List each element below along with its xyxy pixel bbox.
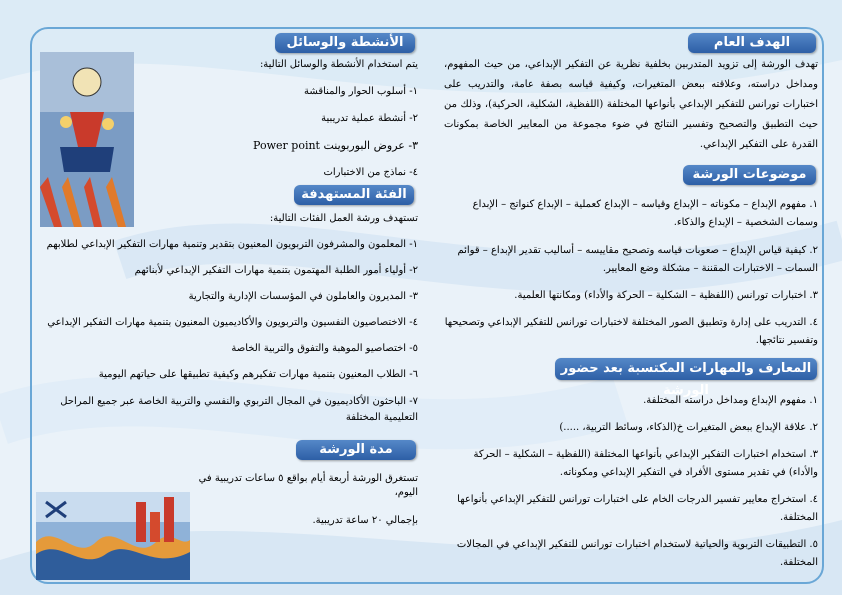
activity-item: ٢- أنشطة عملية تدريبية [321, 113, 418, 124]
skill-item: ٥. التطبيقات التربوية والحياتية لاستخدام اختبارات تورانس للتفكير الإبداعي في المجالات المختلفة. [456, 539, 818, 568]
skills-section [444, 392, 818, 572]
goal-text: تهدف الورشة إلى تزويد المتدربين بخلفية نظرية عن التفكير الإبداعي، من حيث المفهوم، ومداخل دراسته، وعلاقته ببعض المتغيرات، وكيفية قياسه بصفة عامة، والتدريب على اختبارات تورانس للتفكير الإبداعي بأنواعها المختلفة (اللفظية، الشكلية، الحركية)، وذلك من حيث التطبيق والتصحيح وتفسير النتائج في ضوء مجموعة من المعايير الخاصة بمكونات القدرة على التفكير الإبداعي. [444, 59, 818, 150]
skill-item: ١. مفهوم الإبداع ومداخل دراسته المختلفة. [643, 395, 818, 406]
goal-title: الهدف العام [688, 33, 816, 53]
audience-item: ٧- الباحثون الأكاديميون في المجال التربوي والنفسي والتربية الخاصة عبر جميع المراحل التعليمية المختلفة [60, 396, 418, 423]
topics-list [444, 196, 818, 350]
activities-section [150, 58, 418, 180]
activities-list [150, 85, 418, 180]
topic-item: ١. مفهوم الإبداع – مكوناته – الإبداع وقياسه – الإبداع كعملية – الإبداع كنواتج – الإبداع وسمات الشخصية – الإبداع والذكاء. [472, 199, 818, 228]
skill-item: ٤. استخراج معايير تفسير الدرجات الخام على اختبارات تورانس للتفكير الإبداعي بأنواعها المختلفة. [457, 494, 818, 523]
activities-title: الأنشطة والوسائل [275, 33, 415, 53]
creativity-poster-image [40, 52, 134, 227]
skills-list [444, 392, 818, 572]
skill-item: ٣. استخدام اختبارات التفكير الإبداعي بأنواعها المختلفة (اللفظية – الشكلية – الحركة والأداء) في تقدير مستوى الأفراد في التفكير الإبداعي ومكوناته. [473, 449, 818, 478]
audience-item: ١- المعلمون والمشرفون التربويون المعنيون بتقدير وتنمية مهارات التفكير الإبداعي لطلابهم [46, 239, 418, 250]
activities-intro: يتم استخدام الأنشطة والوسائل التالية: [259, 59, 418, 70]
topic-item: ٢. كيفية قياس الإبداع – صعوبات قياسه وتصحيح مقاييسه – أساليب تقدير الإبداع – قوائم السمات – الاختبارات المقننة – مشكلة وضع المعايير. [457, 245, 818, 274]
audience-item: ٥- اختصاصيو الموهبة والتفوق والتربية الخاصة [231, 343, 418, 354]
topics-title: موضوعات الورشة [683, 165, 816, 185]
audience-section [40, 212, 418, 426]
audience-item: ٣- المديرون والعاملون في المؤسسات الإدارية والتجارية [188, 291, 418, 302]
topic-item: ٣. اختبارات تورانس (اللفظية – الشكلية – الحركة والأداء) ومكانتها العلمية. [514, 290, 818, 301]
activity-item: ٤- نماذج من الاختبارات [323, 167, 418, 178]
topic-item: ٤. التدريب على إدارة وتطبيق الصور المختلفة لاختبارات تورانس للتفكير الإبداعي وتصحيحها وتفسير نتائجها. [444, 317, 818, 346]
audience-item: ٢- أولياء أمور الطلبة المهتمون بتنمية مهارات التفكير الإبداعي لأبنائهم [134, 265, 418, 276]
topics-section [444, 196, 818, 350]
skill-item: ٢. علاقة الإبداع ببعض المتغيرات خ(الذكاء، وسائط التربية، .....) [559, 422, 818, 433]
audience-list [40, 238, 418, 426]
activity-item: ٣- عروض البوربوينت Power point [253, 139, 418, 152]
audience-title: الفئة المستهدفة [294, 185, 414, 205]
duration-line1: تستغرق الورشة أربعة أيام بواقع ٥ ساعات تدريبية في اليوم، [198, 473, 418, 498]
audience-item: ٤- الاختصاصيون النفسيون والتربويون والأكاديميون المعنيون بتنمية مهارات التفكير الإبداعي [47, 317, 418, 328]
duration-section [196, 472, 418, 528]
duration-line2: بإجمالي ٢٠ ساعة تدريبية. [312, 515, 418, 526]
skills-title: المعارف والمهارات المكتسبة بعد حضور الورشة [555, 358, 817, 380]
goal-section [444, 55, 818, 155]
activity-item: ١- أسلوب الحوار والمناقشة [304, 86, 418, 97]
duration-title: مدة الورشة [296, 440, 416, 460]
decorative-illustration [36, 492, 190, 580]
audience-intro: تستهدف ورشة العمل الفئات التالية: [269, 213, 418, 224]
audience-item: ٦- الطلاب المعنيون بتنمية مهارات تفكيرهم وكيفية تطبيقها على حياتهم اليومية [98, 369, 418, 380]
